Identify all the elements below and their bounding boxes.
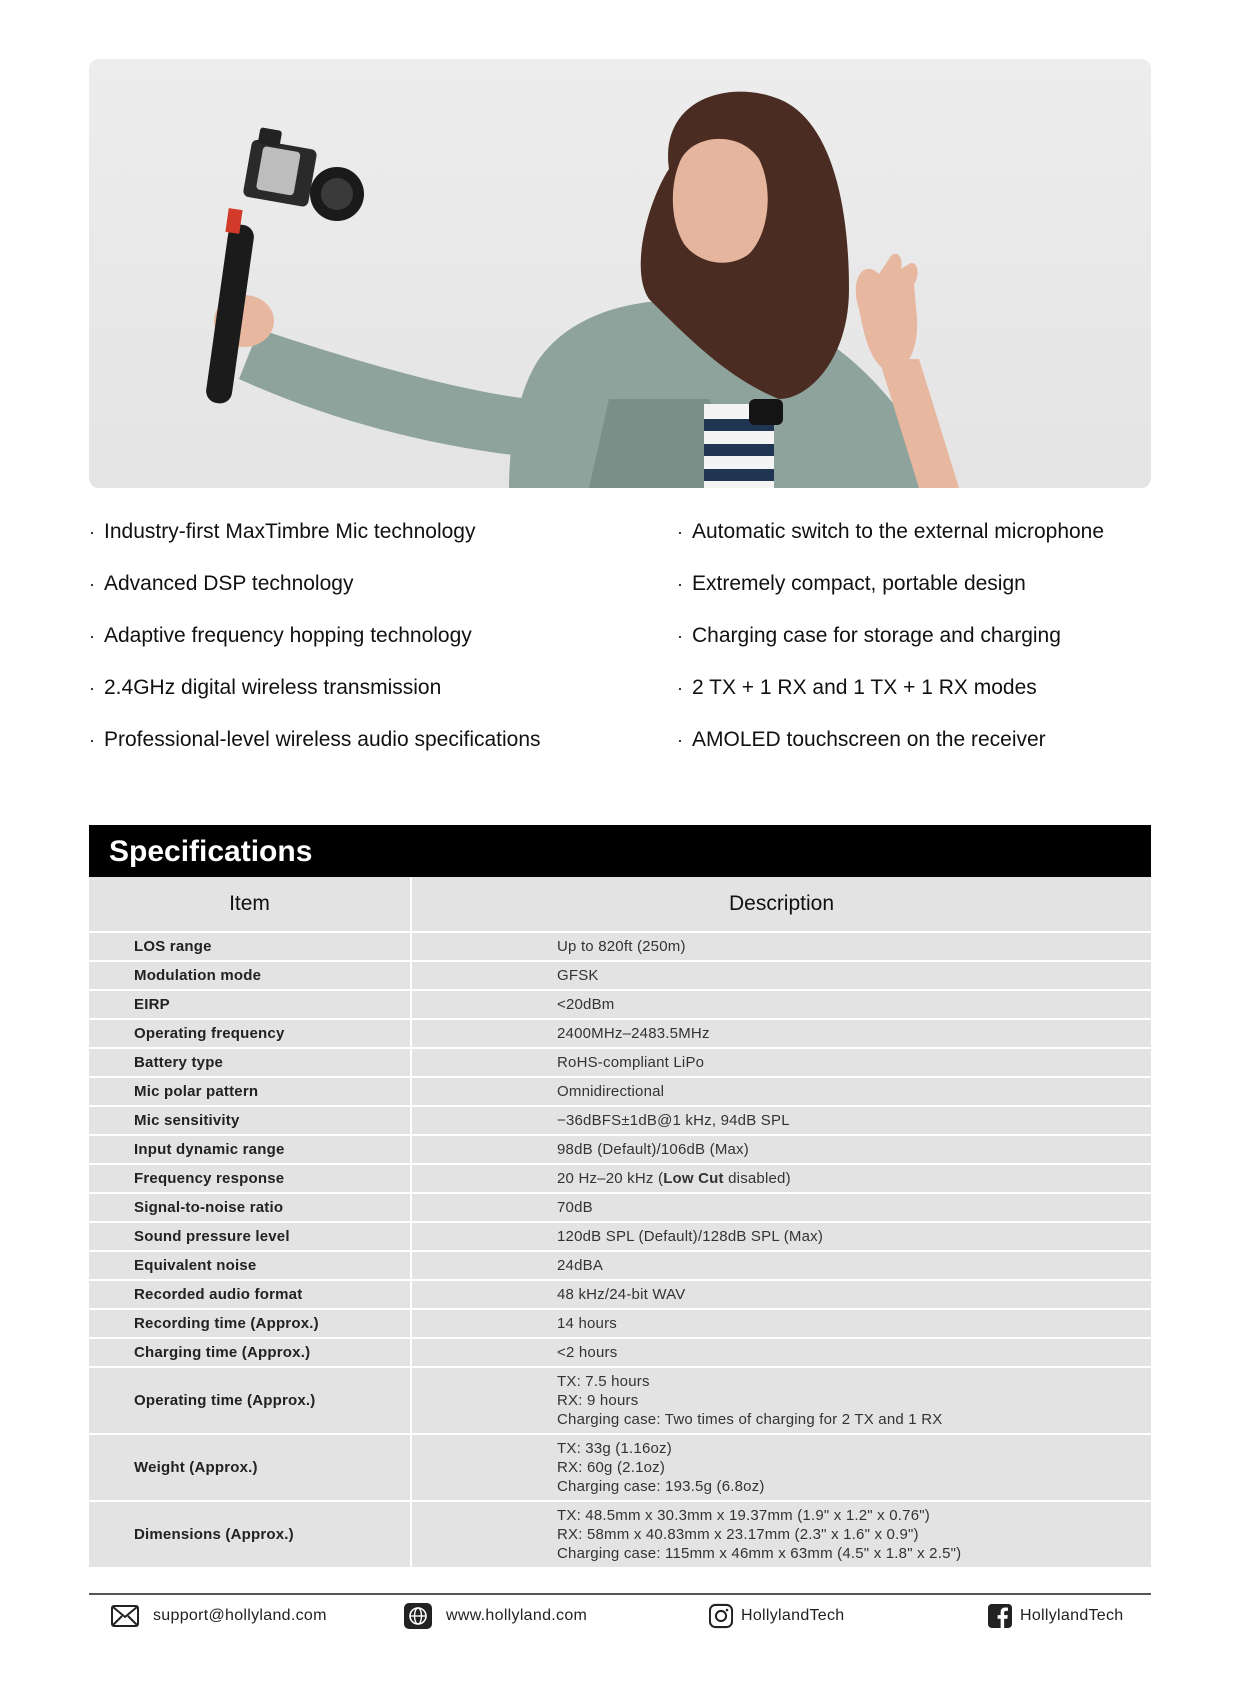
transmitter-mic — [749, 399, 783, 425]
spec-item: Equivalent noise — [89, 1251, 411, 1280]
table-row — [89, 1434, 1151, 1501]
spec-item: Modulation mode — [89, 961, 411, 990]
bullet-icon: · — [89, 626, 95, 646]
spec-description: 24dBA — [411, 1251, 1151, 1280]
feature-column-left — [89, 520, 541, 780]
feature-item: · Adaptive frequency hopping technology — [89, 624, 472, 647]
globe-icon — [404, 1603, 432, 1629]
spec-description: −36dBFS±1dB@1 kHz, 94dB SPL — [411, 1106, 1151, 1135]
feature-item: · Extremely compact, portable design — [677, 572, 1026, 595]
hero-illustration — [89, 59, 1151, 488]
spec-description: <20dBm — [411, 990, 1151, 1019]
facebook-handle[interactable]: HollylandTech — [1020, 1607, 1124, 1624]
spec-description: TX: 7.5 hours RX: 9 hours Charging case: Two times of charging for 2 TX and 1 RX — [411, 1367, 1151, 1434]
spec-item: Sound pressure level — [89, 1222, 411, 1251]
spec-description: 14 hours — [411, 1309, 1151, 1338]
face — [673, 139, 768, 263]
spec-item: EIRP — [89, 990, 411, 1019]
bullet-icon: · — [89, 730, 95, 750]
footer-divider — [89, 1593, 1151, 1595]
bullet-icon: · — [677, 574, 683, 594]
table-row — [89, 1019, 1151, 1048]
spec-item: Input dynamic range — [89, 1135, 411, 1164]
instagram-handle[interactable]: HollylandTech — [741, 1607, 845, 1624]
spec-item: Dimensions (Approx.) — [89, 1501, 411, 1568]
spec-description: 48 kHz/24-bit WAV — [411, 1280, 1151, 1309]
spec-description: Up to 820ft (250m) — [411, 932, 1151, 961]
feature-item: · Automatic switch to the external microphone — [677, 520, 1105, 543]
feature-item: · Professional-level wireless audio specifications — [89, 728, 541, 751]
spec-description: GFSK — [411, 961, 1151, 990]
table-row — [89, 1222, 1151, 1251]
hero-image — [89, 59, 1151, 488]
website-link[interactable]: www.hollyland.com — [446, 1607, 588, 1624]
bullet-icon: · — [677, 678, 683, 698]
table-row — [89, 1280, 1151, 1309]
feature-item: · AMOLED touchscreen on the receiver — [677, 728, 1046, 751]
camera-screen — [256, 146, 301, 196]
spec-description: 20 Hz–20 kHz (Low Cut disabled) — [411, 1164, 1151, 1193]
table-row — [89, 1338, 1151, 1367]
table-row — [89, 1251, 1151, 1280]
spec-item: Recorded audio format — [89, 1280, 411, 1309]
spec-description: Omnidirectional — [411, 1077, 1151, 1106]
table-row — [89, 1164, 1151, 1193]
hand-right — [856, 254, 918, 372]
spec-item: Frequency response — [89, 1164, 411, 1193]
table-row — [89, 1193, 1151, 1222]
feature-item: · 2 TX + 1 RX and 1 TX + 1 RX modes — [677, 676, 1037, 699]
feature-item: · 2.4GHz digital wireless transmission — [89, 676, 442, 699]
column-header-item: Item — [89, 877, 411, 932]
spec-item: Operating time (Approx.) — [89, 1367, 411, 1434]
feature-item: · Charging case for storage and charging — [677, 624, 1061, 647]
spec-description: 120dB SPL (Default)/128dB SPL (Max) — [411, 1222, 1151, 1251]
table-row — [89, 1135, 1151, 1164]
table-row — [89, 1048, 1151, 1077]
spec-item: Charging time (Approx.) — [89, 1338, 411, 1367]
table-row — [89, 1309, 1151, 1338]
feature-list — [89, 520, 1151, 770]
email-link[interactable]: support@hollyland.com — [153, 1607, 327, 1624]
bullet-icon: · — [89, 574, 95, 594]
facebook-icon — [988, 1603, 1012, 1629]
feature-item: · Advanced DSP technology — [89, 572, 354, 595]
footer-facebook[interactable] — [988, 1601, 1124, 1631]
spec-item: Mic sensitivity — [89, 1106, 411, 1135]
feature-item: · Industry-first MaxTimbre Mic technology — [89, 520, 476, 543]
spec-item: Operating frequency — [89, 1019, 411, 1048]
spec-description: 98dB (Default)/106dB (Max) — [411, 1135, 1151, 1164]
arm-sleeve — [239, 329, 559, 459]
footer — [89, 1601, 1151, 1631]
table-row — [89, 1077, 1151, 1106]
spec-description: 2400MHz–2483.5MHz — [411, 1019, 1151, 1048]
table-row — [89, 1501, 1151, 1568]
specifications-title: Specifications — [89, 825, 1151, 877]
table-row — [89, 932, 1151, 961]
specifications-table — [89, 877, 1151, 1569]
mail-icon — [111, 1603, 139, 1629]
bullet-icon: · — [677, 626, 683, 646]
spec-item: Weight (Approx.) — [89, 1434, 411, 1501]
bullet-icon: · — [89, 522, 95, 542]
table-row — [89, 1367, 1151, 1434]
spec-description: RoHS-compliant LiPo — [411, 1048, 1151, 1077]
instagram-icon — [709, 1603, 733, 1629]
feature-column-right — [677, 520, 1104, 780]
table-row — [89, 990, 1151, 1019]
spec-description: TX: 33g (1.16oz) RX: 60g (2.1oz) Charging case: 193.5g (6.8oz) — [411, 1434, 1151, 1501]
footer-email[interactable] — [111, 1601, 327, 1631]
spec-description: 70dB — [411, 1193, 1151, 1222]
table-row — [89, 1106, 1151, 1135]
column-header-description: Description — [411, 877, 1151, 932]
spec-item: Signal-to-noise ratio — [89, 1193, 411, 1222]
bullet-icon: · — [89, 678, 95, 698]
spec-item: Recording time (Approx.) — [89, 1309, 411, 1338]
spec-item: Mic polar pattern — [89, 1077, 411, 1106]
spec-item: LOS range — [89, 932, 411, 961]
footer-instagram[interactable] — [709, 1601, 845, 1631]
table-header-row — [89, 877, 1151, 932]
bullet-icon: · — [677, 730, 683, 750]
bullet-icon: · — [677, 522, 683, 542]
footer-website[interactable] — [404, 1601, 587, 1631]
bold-term: Low Cut — [663, 1170, 724, 1187]
spec-description: <2 hours — [411, 1338, 1151, 1367]
spec-description: TX: 48.5mm x 30.3mm x 19.37mm (1.9" x 1.2" x 0.76") RX: 58mm x 40.83mm x 23.17mm (2.3" x 1.6" x 0.9") Charging case: 115mm x 46mm x 63mm (4.5" x 1.8" x 2.5") — [411, 1501, 1151, 1568]
table-row — [89, 961, 1151, 990]
spec-item: Battery type — [89, 1048, 411, 1077]
